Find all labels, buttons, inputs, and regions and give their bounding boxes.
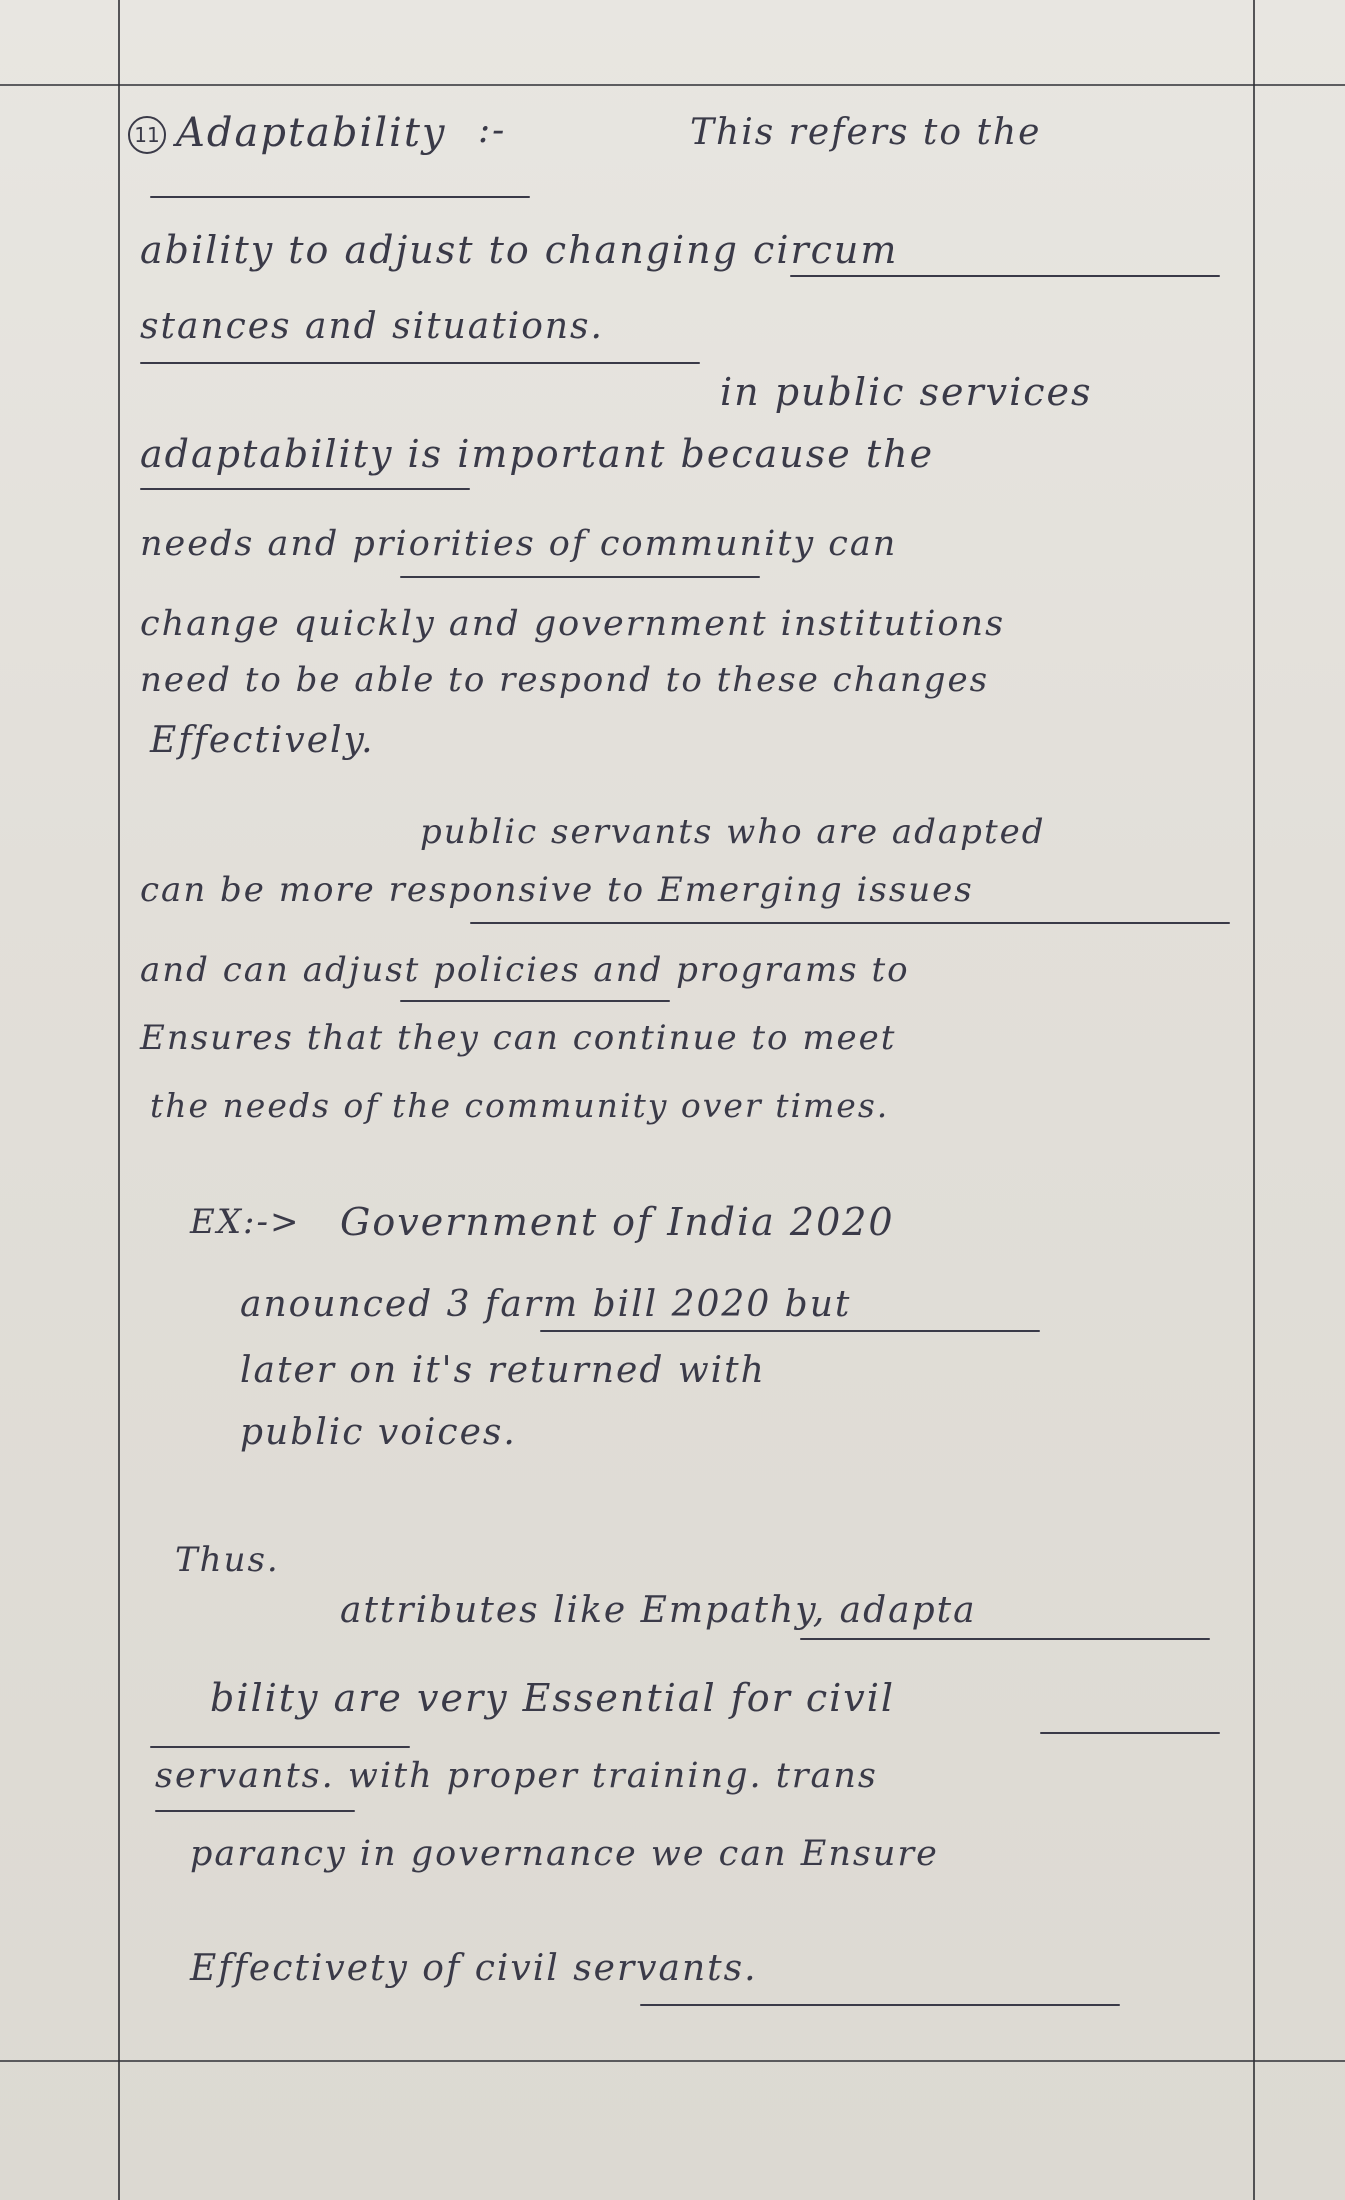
heading-title: Adaptability <box>176 110 447 156</box>
conclusion-line-5: Effectivety of civil servants. <box>190 1948 758 1989</box>
body-line-8: Effectively. <box>150 720 375 761</box>
underline-responsive <box>470 922 1230 924</box>
rule-bottom <box>0 2060 1345 2062</box>
heading-separator: :- <box>478 110 507 151</box>
conclusion-line-1: attributes like Empathy, adapta <box>340 1590 977 1631</box>
underline-farm-bill <box>540 1330 1040 1332</box>
underline-changing <box>790 275 1220 277</box>
body-line-12: Ensures that they can continue to meet <box>140 1018 897 1058</box>
underline-circumstances <box>140 362 700 364</box>
underline-adjust-policies <box>400 1000 670 1002</box>
body-line-9: public servants who are adapted <box>420 812 1046 852</box>
underline-adaptability <box>140 488 470 490</box>
example-line-1: Government of India 2020 <box>340 1200 895 1244</box>
example-line-2: anounced 3 farm bill 2020 but <box>240 1284 852 1325</box>
underline-civil <box>1040 1732 1220 1734</box>
underline-servants <box>155 1810 355 1812</box>
body-line-11: and can adjust policies and programs to <box>140 950 910 990</box>
heading-definition: This refers to the <box>690 112 1042 153</box>
body-line-10: can be more responsive to Emerging issues <box>140 870 974 910</box>
body-line-2: stances and situations. <box>140 306 604 347</box>
underline-empathy <box>800 1638 1210 1640</box>
heading-underline <box>150 196 530 198</box>
underline-adaptability-2 <box>150 1746 410 1748</box>
margin-rule-right <box>1253 0 1255 2200</box>
body-line-4: adaptability is important because the <box>140 432 935 476</box>
rule-top <box>0 84 1345 86</box>
body-line-3: in public services <box>720 370 1093 414</box>
conclusion-line-2: bility are very Essential for civil <box>210 1676 896 1720</box>
body-line-7: need to be able to respond to these changes <box>140 660 990 700</box>
question-number: 11 <box>128 116 166 154</box>
conclusion-line-4: parancy in governance we can Ensure <box>190 1834 939 1874</box>
body-line-13: the needs of the community over times. <box>150 1086 890 1125</box>
underline-priorities <box>400 576 760 578</box>
body-line-5: needs and priorities of community can <box>140 524 898 564</box>
example-line-4: public voices. <box>240 1412 517 1453</box>
conclusion-line-3: servants. with proper training. trans <box>155 1756 878 1796</box>
underline-civil-servants <box>640 2004 1120 2006</box>
conclusion-lead: Thus. <box>175 1540 280 1580</box>
body-line-6: change quickly and government institutions <box>140 604 1006 644</box>
example-line-3: later on it's returned with <box>240 1350 766 1391</box>
body-line-1: ability to adjust to changing circum <box>140 228 899 272</box>
margin-rule-left <box>118 0 120 2200</box>
example-label: EX:-> <box>190 1202 301 1242</box>
